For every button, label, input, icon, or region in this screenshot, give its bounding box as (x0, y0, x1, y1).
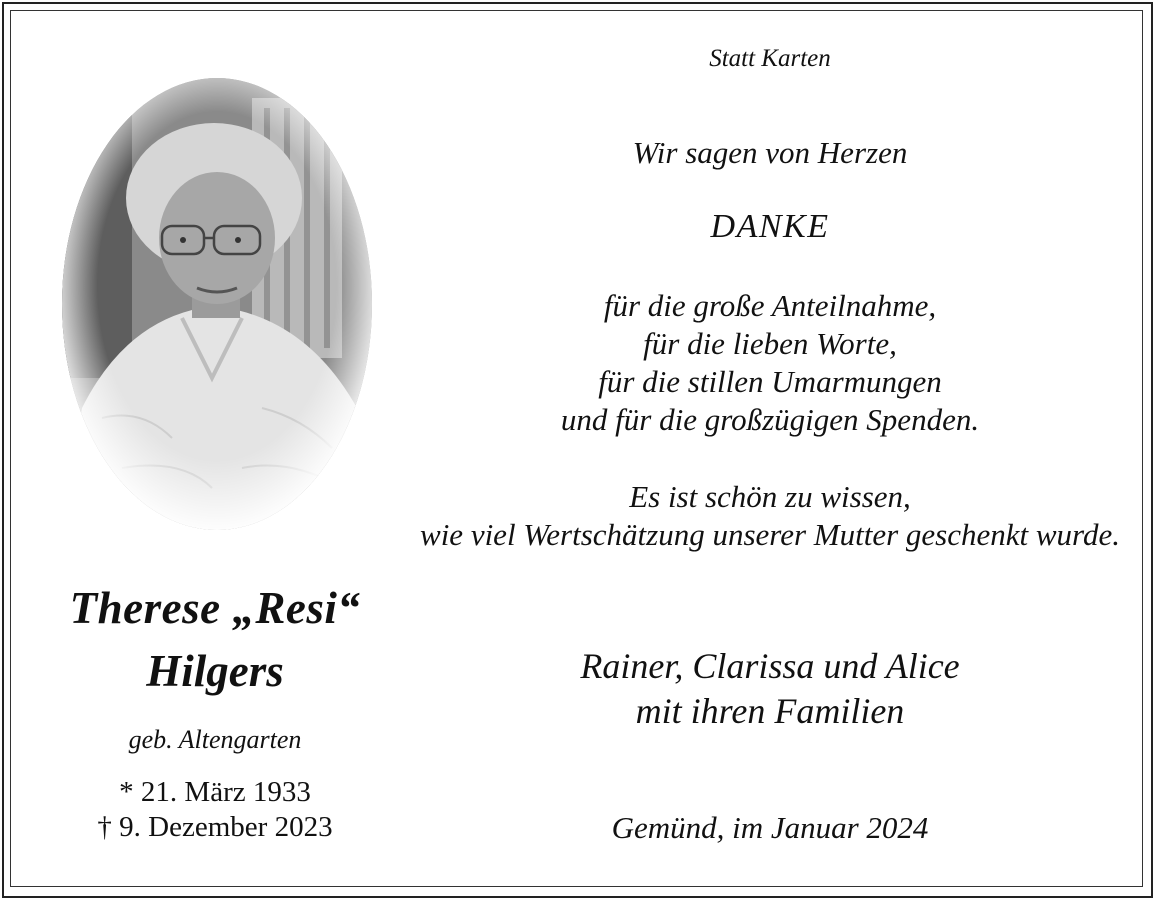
closing-line: wie viel Wertschätzung unserer Mutter geschenkt wurde. (420, 517, 1120, 552)
thanks-heading: DANKE (710, 208, 830, 245)
portrait-illustration (62, 78, 372, 530)
deceased-name-line1: Therese „Resi“ (69, 583, 361, 633)
reason-line: für die stillen Umarmungen (598, 364, 942, 399)
reason-line: und für die großzügigen Spenden. (560, 402, 980, 437)
closing-block (420, 478, 1120, 554)
reasons-block (420, 287, 1120, 439)
family-suffix: mit ihren Familien (635, 691, 905, 731)
birth-date: * 21. März 1933 (119, 776, 311, 808)
portrait-photo (62, 78, 372, 530)
header-statt-karten: Statt Karten (709, 45, 831, 72)
deceased-surname: Hilgers (146, 646, 284, 696)
family-signature (420, 644, 1120, 734)
family-names: Rainer, Clarissa und Alice (580, 646, 960, 686)
place-date: Gemünd, im Januar 2024 (611, 810, 929, 845)
reason-line: für die große Anteilnahme, (603, 288, 937, 323)
closing-line: Es ist schön zu wissen, (629, 479, 911, 514)
death-date: † 9. Dezember 2023 (97, 811, 333, 843)
reason-line: für die lieben Worte, (643, 326, 897, 361)
maiden-name: geb. Altengarten (128, 725, 302, 754)
intro-line: Wir sagen von Herzen (632, 135, 908, 170)
